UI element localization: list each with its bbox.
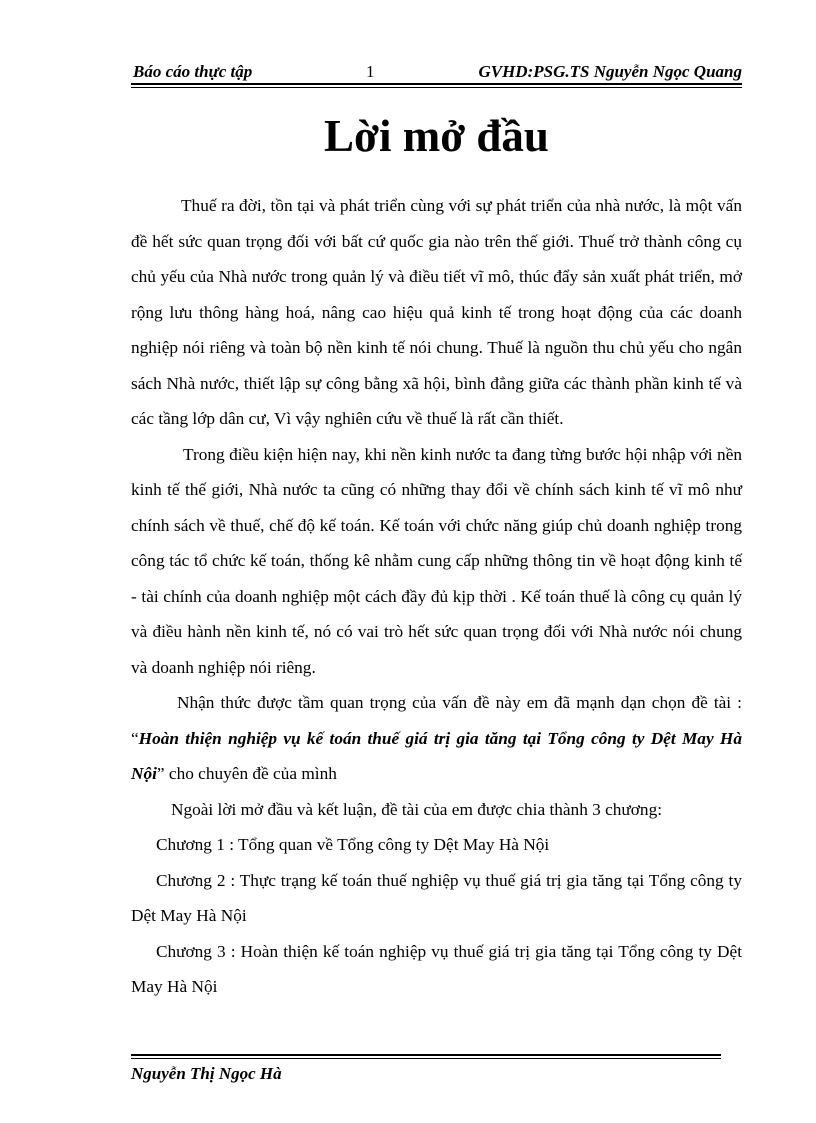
- document-body: [131, 188, 742, 1005]
- paragraph-3: [131, 685, 742, 792]
- page-title: Lời mở đầu: [324, 111, 549, 161]
- paragraph-2: Trong điều kiện hiện nay, khi nền kinh nước ta đang từng bước hội nhập với nền kinh tế thế giới, Nhà nước ta cũng có những thay đổi về chính sách kinh tế vĩ mô như chính sách về thuế, chế độ kế toán. Kế toán với chức năng giúp chủ doanh nghiệp trong công tác tổ chức kế toán, thống kê nhằm cung cấp những thông tin về hoạt động kinh tế - tài chính của doanh nghiệp một cách đầy đủ kịp thời . Kế toán thuế là công cụ quản lý và điều hành nền kinh tế, nó có vai trò hết sức quan trọng đối với Nhà nước nói chung và doanh nghiệp nói riêng.: [131, 444, 742, 677]
- page-header: [131, 58, 742, 84]
- header-report-title: Báo cáo thực tập: [133, 62, 253, 81]
- footer-rule-thin: [131, 1058, 721, 1059]
- chapter-1-item: Chương 1 : Tổng quan về Tổng công ty Dệt May Hà Nội: [156, 835, 550, 854]
- paragraph-3-tail: ” cho chuyên đề của mình: [156, 764, 337, 783]
- header-rule-thick: [131, 83, 742, 85]
- footer-author: Nguyễn Thị Ngọc Hà: [131, 1064, 282, 1083]
- chapter-2-item: Chương 2 : Thực trạng kế toán thuế nghiệp vụ thuế giá trị gia tăng tại Tổng công ty Dệt May Hà Nội: [131, 870, 742, 925]
- paragraph-3-lead: Nhận thức được tầm quan trọng của vấn đề này em đã mạnh dạn chọn đề tài : “: [131, 693, 742, 748]
- footer-rule-thick: [131, 1054, 721, 1056]
- paragraph-4: Ngoài lời mở đầu và kết luận, đề tài của em được chia thành 3 chương:: [171, 799, 663, 819]
- paragraph-1: Thuế ra đời, tồn tại và phát triển cùng với sự phát triển của nhà nước, là một vấn đề hết sức quan trọng đối với bất cứ quốc gia nào trên thế giới. Thuế trở thành công cụ chủ yếu của Nhà nước trong quản lý và điều tiết vĩ mô, thúc đẩy sản xuất phát triển, mở rộng lưu thông hàng hoá, nâng cao hiệu quả kinh tế trong hoạt động của các doanh nghiệp nói riêng và toàn bộ nền kinh tế nói chung. Thuế là nguồn thu chủ yếu cho ngân sách Nhà nước, thiết lập sự công bằng xã hội, bình đẳng giữa các thành phần kinh tế và các tầng lớp dân cư, Vì vậy nghiên cứu về thuế là rất cần thiết.: [131, 196, 742, 428]
- header-supervisor: GVHD:PSG.TS Nguyễn Ngọc Quang: [478, 62, 742, 81]
- chapter-3-item: Chương 3 : Hoàn thiện kế toán nghiệp vụ thuế giá trị gia tăng tại Tổng công ty Dệt May Hà Nội: [131, 941, 742, 996]
- header-page-number: 1: [366, 62, 375, 81]
- header-rule-thin: [131, 87, 742, 88]
- thesis-topic: Hoàn thiện nghiệp vụ kế toán thuế giá trị gia tăng tại Tổng công ty Dệt May Hà Nội: [131, 728, 742, 783]
